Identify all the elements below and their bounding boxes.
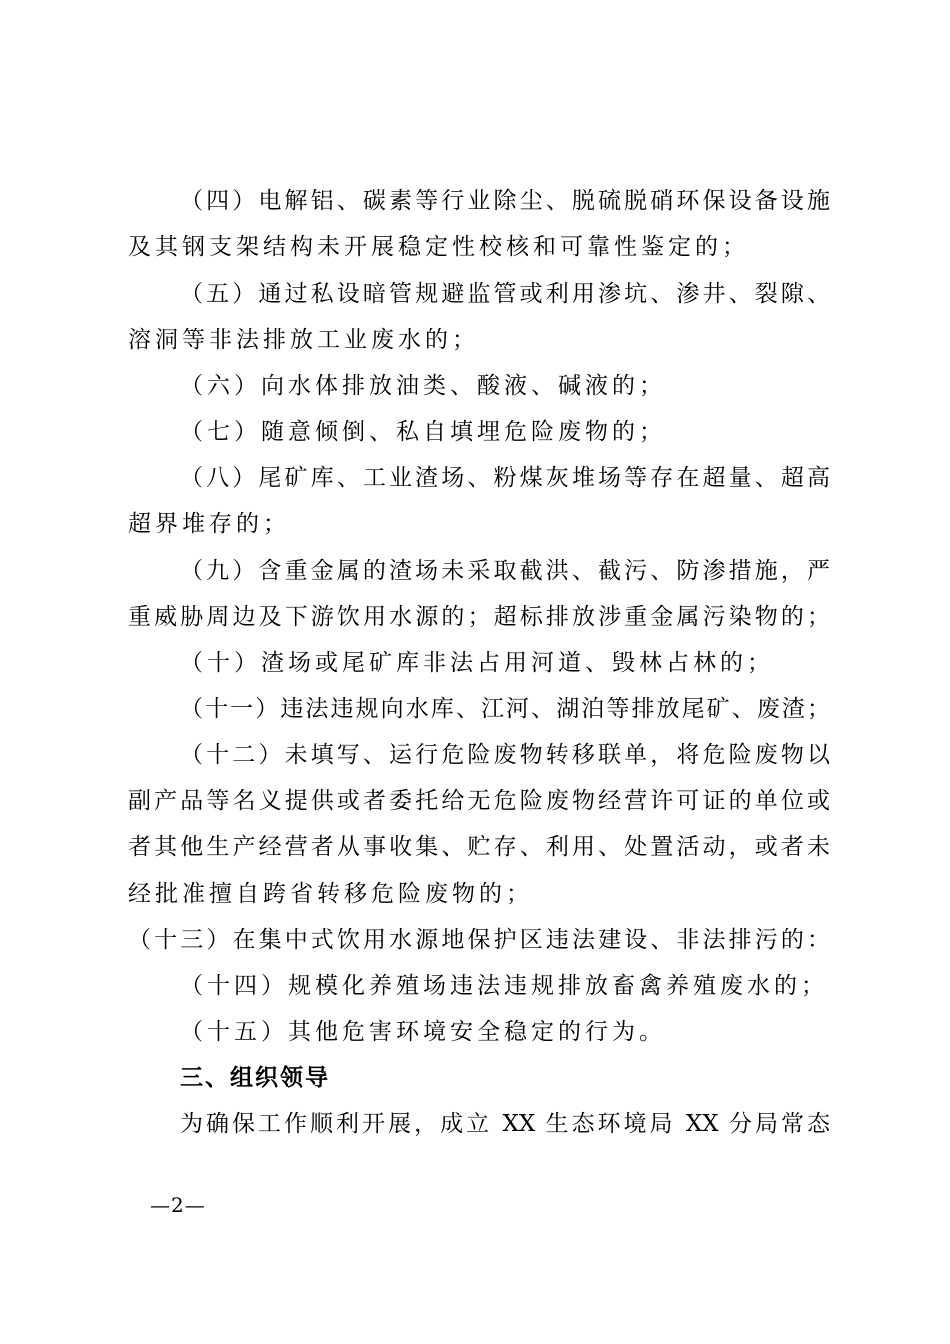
item-15: （十五）其他危害环境安全稳定的行为。 <box>180 1019 666 1045</box>
item-12-line-3: 者其他生产经营者从事收集、贮存、利用、处置活动，或者未 <box>128 834 830 860</box>
item-11: （十一）违法违规向水库、江河、湖泊等排放尾矿、废渣； <box>180 696 830 722</box>
item-12-line-4: 经批准擅自跨省转移危险废物的； <box>128 881 533 907</box>
item-13: （十三）在集中式饮用水源地保护区违法建设、非法排污的： <box>128 927 830 953</box>
paragraph-line-1: 为确保工作顺利开展，成立 XX 生态环境局 XX 分局常态 <box>180 1111 830 1137</box>
page-number: —2— <box>150 1193 206 1217</box>
item-8-line-2: 超界堆存的； <box>128 511 290 537</box>
item-5-line-2: 溶洞等非法排放工业废水的； <box>128 327 479 353</box>
item-12-line-2: 副产品等名义提供或者委托给无危险废物经营许可证的单位或 <box>128 788 830 814</box>
item-8-line-1: （八）尾矿库、工业渣场、粉煤灰堆场等存在超量、超高 <box>180 465 830 491</box>
item-4-line-1: （四）电解铝、碳素等行业除尘、脱硫脱硝环保设备设施 <box>180 188 830 214</box>
item-12-line-1: （十二）未填写、运行危险废物转移联单，将危险废物以 <box>180 742 830 768</box>
item-7: （七）随意倾倒、私自填埋危险废物的； <box>180 419 666 445</box>
item-14: （十四）规模化养殖场违法违规排放畜禽养殖废水的； <box>180 973 828 999</box>
item-6: （六）向水体排放油类、酸液、碱液的； <box>180 373 666 399</box>
section-heading: 三、组织领导 <box>180 1065 330 1091</box>
item-5-line-1: （五）通过私设暗管规避监管或利用渗坑、渗井、裂隙、 <box>180 281 830 307</box>
item-9-line-2: 重威胁周边及下游饮用水源的；超标排放涉重金属污染物的； <box>128 604 830 630</box>
item-9-line-1: （九）含重金属的渣场未采取截洪、截污、防渗措施，严 <box>180 558 830 584</box>
item-4-line-2: 及其钢支架结构未开展稳定性校核和可靠性鉴定的； <box>128 234 749 260</box>
item-10: （十）渣场或尾矿库非法占用河道、毁林占林的； <box>180 650 774 676</box>
